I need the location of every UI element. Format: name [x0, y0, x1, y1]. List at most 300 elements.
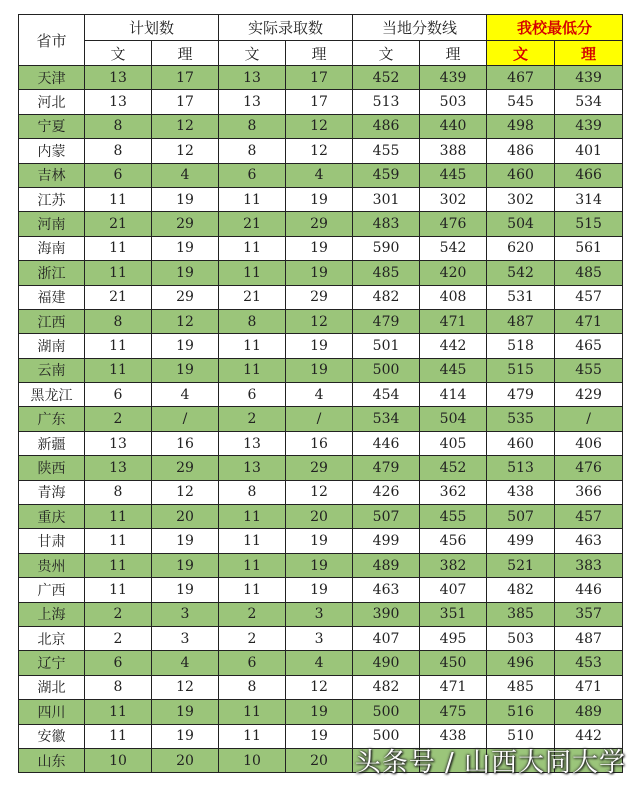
plan-li-cell: 17	[152, 90, 219, 114]
table-row	[19, 407, 623, 431]
admitted-li-cell: /	[286, 407, 353, 431]
province-cell: 北京	[19, 626, 85, 650]
our-min-wen-cell: 504	[487, 212, 555, 236]
admitted-wen-cell: 6	[219, 651, 286, 675]
header-province: 省市	[19, 15, 85, 66]
table-row	[19, 163, 623, 187]
admitted-li-cell: 20	[286, 748, 353, 772]
admitted-wen-cell: 8	[219, 675, 286, 699]
admitted-wen-cell: 13	[219, 431, 286, 455]
local-line-li-cell: 362	[420, 480, 487, 504]
subheader-wen: 文	[487, 41, 555, 66]
province-cell: 贵州	[19, 553, 85, 577]
local-line-wen-cell: 301	[353, 187, 420, 211]
table-row	[19, 480, 623, 504]
subheader-li: 理	[555, 41, 623, 66]
admitted-wen-cell: 11	[219, 724, 286, 748]
our-min-wen-cell: 620	[487, 236, 555, 260]
table-row	[19, 675, 623, 699]
table-row	[19, 553, 623, 577]
local-line-li-cell: 438	[420, 724, 487, 748]
our-min-wen-cell: 499	[487, 529, 555, 553]
province-cell: 宁夏	[19, 114, 85, 138]
local-line-wen-cell: 482	[353, 285, 420, 309]
admitted-wen-cell: 8	[219, 480, 286, 504]
local-line-wen-cell: 463	[353, 578, 420, 602]
admission-scores-table	[18, 14, 623, 773]
admitted-li-cell: 4	[286, 163, 353, 187]
admitted-wen-cell: 11	[219, 505, 286, 529]
local-line-li-cell: 440	[420, 114, 487, 138]
our-min-li-cell: 534	[555, 90, 623, 114]
local-line-li-cell: 504	[420, 407, 487, 431]
our-min-wen-cell: 385	[487, 602, 555, 626]
local-line-wen-cell: 500	[353, 700, 420, 724]
table-row	[19, 431, 623, 455]
province-cell: 青海	[19, 480, 85, 504]
our-min-li-cell: 463	[555, 529, 623, 553]
plan-wen-cell: 13	[85, 66, 152, 90]
province-cell: 新疆	[19, 431, 85, 455]
admitted-li-cell: 12	[286, 309, 353, 333]
admitted-wen-cell: 11	[219, 700, 286, 724]
admitted-wen-cell: 6	[219, 383, 286, 407]
province-cell: 内蒙	[19, 139, 85, 163]
table-row	[19, 187, 623, 211]
local-line-wen-cell: 534	[353, 407, 420, 431]
province-cell: 吉林	[19, 163, 85, 187]
our-min-wen-cell: 485	[487, 675, 555, 699]
plan-wen-cell: 11	[85, 358, 152, 382]
local-line-wen-cell: 501	[353, 334, 420, 358]
province-cell: 河南	[19, 212, 85, 236]
our-min-wen-cell: 542	[487, 261, 555, 285]
admitted-wen-cell: 11	[219, 358, 286, 382]
table-row	[19, 383, 623, 407]
plan-wen-cell: 21	[85, 212, 152, 236]
local-line-li-cell: 495	[420, 626, 487, 650]
province-cell: 陕西	[19, 456, 85, 480]
province-cell: 湖南	[19, 334, 85, 358]
subheader-wen: 文	[353, 41, 420, 66]
province-cell: 四川	[19, 700, 85, 724]
local-line-li-cell: 445	[420, 163, 487, 187]
plan-li-cell: 19	[152, 358, 219, 382]
plan-li-cell: 19	[152, 187, 219, 211]
admitted-li-cell: 3	[286, 626, 353, 650]
province-cell: 浙江	[19, 261, 85, 285]
plan-wen-cell: 8	[85, 309, 152, 333]
our-min-li-cell: 457	[555, 285, 623, 309]
plan-li-cell: 12	[152, 114, 219, 138]
admitted-wen-cell: 11	[219, 236, 286, 260]
our-min-li-cell: 383	[555, 553, 623, 577]
our-min-li-cell: 457	[555, 505, 623, 529]
local-line-li-cell: 456	[420, 529, 487, 553]
table-row	[19, 505, 623, 529]
our-min-wen-cell: 479	[487, 383, 555, 407]
admitted-li-cell: 4	[286, 383, 353, 407]
our-min-wen-cell: 513	[487, 456, 555, 480]
our-min-li-cell: 465	[555, 334, 623, 358]
local-line-li-cell: 471	[420, 309, 487, 333]
our-min-wen-cell: 496	[487, 651, 555, 675]
watermark: 头条号 / 山西大同大学	[354, 748, 626, 778]
local-line-wen-cell: 390	[353, 602, 420, 626]
our-min-wen-cell: 545	[487, 90, 555, 114]
local-line-wen-cell: 490	[353, 651, 420, 675]
our-min-wen-cell: 510	[487, 724, 555, 748]
table-row	[19, 651, 623, 675]
plan-wen-cell: 11	[85, 236, 152, 260]
local-line-wen-cell: 507	[353, 505, 420, 529]
admitted-wen-cell: 13	[219, 90, 286, 114]
local-line-wen-cell: 426	[353, 480, 420, 504]
subheader-li: 理	[286, 41, 353, 66]
local-line-wen-cell: 500	[353, 724, 420, 748]
plan-wen-cell: 21	[85, 285, 152, 309]
our-min-li-cell: 561	[555, 236, 623, 260]
local-line-li-cell: 414	[420, 383, 487, 407]
plan-wen-cell: 8	[85, 675, 152, 699]
table-row	[19, 261, 623, 285]
plan-wen-cell: 11	[85, 187, 152, 211]
admitted-li-cell: 17	[286, 66, 353, 90]
subheader-li: 理	[420, 41, 487, 66]
our-min-wen-cell: 531	[487, 285, 555, 309]
our-min-li-cell: 466	[555, 163, 623, 187]
local-line-wen-cell: 479	[353, 309, 420, 333]
table-row	[19, 626, 623, 650]
admitted-wen-cell: 11	[219, 529, 286, 553]
our-min-li-cell: 453	[555, 651, 623, 675]
our-min-li-cell: 357	[555, 602, 623, 626]
plan-wen-cell: 6	[85, 383, 152, 407]
our-min-li-cell: 401	[555, 139, 623, 163]
admitted-wen-cell: 21	[219, 212, 286, 236]
our-min-wen-cell: 503	[487, 626, 555, 650]
admitted-li-cell: 19	[286, 724, 353, 748]
plan-wen-cell: 2	[85, 626, 152, 650]
admitted-wen-cell: 8	[219, 114, 286, 138]
local-line-li-cell: 445	[420, 358, 487, 382]
our-min-li-cell: 455	[555, 358, 623, 382]
local-line-wen-cell: 489	[353, 553, 420, 577]
plan-li-cell: /	[152, 407, 219, 431]
admitted-wen-cell: 11	[219, 578, 286, 602]
our-min-wen-cell: 487	[487, 309, 555, 333]
table-header	[19, 15, 623, 66]
admitted-li-cell: 12	[286, 114, 353, 138]
plan-wen-cell: 8	[85, 139, 152, 163]
admitted-wen-cell: 11	[219, 187, 286, 211]
admitted-li-cell: 19	[286, 553, 353, 577]
plan-li-cell: 12	[152, 309, 219, 333]
table-row	[19, 529, 623, 553]
plan-li-cell: 19	[152, 724, 219, 748]
local-line-wen-cell: 500	[353, 358, 420, 382]
local-line-wen-cell: 483	[353, 212, 420, 236]
plan-li-cell: 4	[152, 383, 219, 407]
plan-li-cell: 12	[152, 480, 219, 504]
our-min-li-cell: 439	[555, 66, 623, 90]
admitted-li-cell: 4	[286, 651, 353, 675]
plan-wen-cell: 11	[85, 334, 152, 358]
our-min-li-cell: 487	[555, 626, 623, 650]
province-cell: 云南	[19, 358, 85, 382]
our-min-li-cell: 515	[555, 212, 623, 236]
our-min-wen-cell: 516	[487, 700, 555, 724]
our-min-li-cell: /	[555, 407, 623, 431]
province-cell: 福建	[19, 285, 85, 309]
admitted-li-cell: 29	[286, 285, 353, 309]
plan-wen-cell: 13	[85, 431, 152, 455]
plan-li-cell: 19	[152, 578, 219, 602]
local-line-wen-cell: 479	[353, 456, 420, 480]
table-row	[19, 578, 623, 602]
plan-wen-cell: 11	[85, 261, 152, 285]
local-line-wen-cell: 513	[353, 90, 420, 114]
admitted-li-cell: 17	[286, 90, 353, 114]
local-line-wen-cell: 485	[353, 261, 420, 285]
admitted-li-cell: 12	[286, 480, 353, 504]
our-min-li-cell: 314	[555, 187, 623, 211]
table-row	[19, 309, 623, 333]
province-cell: 海南	[19, 236, 85, 260]
plan-wen-cell: 6	[85, 651, 152, 675]
plan-li-cell: 19	[152, 236, 219, 260]
our-min-li-cell: 489	[555, 700, 623, 724]
plan-li-cell: 3	[152, 626, 219, 650]
local-line-wen-cell: 590	[353, 236, 420, 260]
local-line-li-cell: 407	[420, 578, 487, 602]
table-row	[19, 285, 623, 309]
admitted-li-cell: 19	[286, 700, 353, 724]
plan-wen-cell: 8	[85, 114, 152, 138]
admitted-wen-cell: 6	[219, 163, 286, 187]
our-min-wen-cell: 467	[487, 66, 555, 90]
table-row	[19, 66, 623, 90]
local-line-li-cell: 455	[420, 505, 487, 529]
local-line-wen-cell: 455	[353, 139, 420, 163]
plan-wen-cell: 11	[85, 700, 152, 724]
local-line-wen-cell: 486	[353, 114, 420, 138]
local-line-li-cell: 382	[420, 553, 487, 577]
table-row	[19, 358, 623, 382]
province-cell: 江苏	[19, 187, 85, 211]
admitted-wen-cell: 13	[219, 66, 286, 90]
plan-li-cell: 4	[152, 651, 219, 675]
local-line-li-cell: 476	[420, 212, 487, 236]
admitted-li-cell: 19	[286, 236, 353, 260]
admitted-wen-cell: 11	[219, 553, 286, 577]
local-line-wen-cell: 446	[353, 431, 420, 455]
province-cell: 广西	[19, 578, 85, 602]
admitted-li-cell: 19	[286, 358, 353, 382]
admitted-wen-cell: 8	[219, 139, 286, 163]
our-min-wen-cell: 482	[487, 578, 555, 602]
table-row	[19, 334, 623, 358]
local-line-wen-cell: 452	[353, 66, 420, 90]
province-cell: 湖北	[19, 675, 85, 699]
local-line-li-cell: 475	[420, 700, 487, 724]
table-row	[19, 90, 623, 114]
province-cell: 重庆	[19, 505, 85, 529]
subheader-wen: 文	[219, 41, 286, 66]
local-line-li-cell: 302	[420, 187, 487, 211]
local-line-wen-cell: 499	[353, 529, 420, 553]
plan-li-cell: 19	[152, 334, 219, 358]
local-line-li-cell: 388	[420, 139, 487, 163]
plan-wen-cell: 10	[85, 748, 152, 772]
plan-wen-cell: 11	[85, 505, 152, 529]
plan-wen-cell: 8	[85, 480, 152, 504]
our-min-wen-cell: 521	[487, 553, 555, 577]
admitted-wen-cell: 10	[219, 748, 286, 772]
local-line-li-cell: 442	[420, 334, 487, 358]
our-min-wen-cell: 486	[487, 139, 555, 163]
admitted-wen-cell: 13	[219, 456, 286, 480]
plan-li-cell: 19	[152, 261, 219, 285]
plan-li-cell: 4	[152, 163, 219, 187]
header-our-min-score: 我校最低分	[487, 15, 623, 41]
admitted-wen-cell: 11	[219, 261, 286, 285]
our-min-li-cell: 446	[555, 578, 623, 602]
subheader-li: 理	[152, 41, 219, 66]
table-row	[19, 456, 623, 480]
our-min-li-cell: 471	[555, 309, 623, 333]
our-min-wen-cell: 460	[487, 431, 555, 455]
admitted-li-cell: 19	[286, 578, 353, 602]
plan-li-cell: 29	[152, 212, 219, 236]
province-cell: 辽宁	[19, 651, 85, 675]
our-min-wen-cell: 507	[487, 505, 555, 529]
plan-wen-cell: 13	[85, 90, 152, 114]
local-line-li-cell: 471	[420, 675, 487, 699]
local-line-li-cell: 503	[420, 90, 487, 114]
our-min-wen-cell: 302	[487, 187, 555, 211]
local-line-li-cell: 420	[420, 261, 487, 285]
subheader-wen: 文	[85, 41, 152, 66]
admitted-li-cell: 29	[286, 212, 353, 236]
province-cell: 安徽	[19, 724, 85, 748]
our-min-li-cell: 485	[555, 261, 623, 285]
province-cell: 江西	[19, 309, 85, 333]
plan-wen-cell: 2	[85, 602, 152, 626]
our-min-li-cell: 471	[555, 675, 623, 699]
plan-li-cell: 20	[152, 505, 219, 529]
header-plan: 计划数	[85, 15, 219, 41]
table-row	[19, 602, 623, 626]
province-cell: 上海	[19, 602, 85, 626]
table-row	[19, 236, 623, 260]
our-min-wen-cell: 515	[487, 358, 555, 382]
plan-li-cell: 17	[152, 66, 219, 90]
local-line-li-cell: 408	[420, 285, 487, 309]
plan-li-cell: 19	[152, 553, 219, 577]
plan-li-cell: 19	[152, 529, 219, 553]
admitted-li-cell: 16	[286, 431, 353, 455]
local-line-wen-cell: 482	[353, 675, 420, 699]
our-min-wen-cell: 460	[487, 163, 555, 187]
table-row	[19, 700, 623, 724]
local-line-li-cell: 542	[420, 236, 487, 260]
plan-li-cell: 29	[152, 285, 219, 309]
admitted-li-cell: 20	[286, 505, 353, 529]
admitted-wen-cell: 21	[219, 285, 286, 309]
local-line-li-cell: 405	[420, 431, 487, 455]
table-row	[19, 114, 623, 138]
local-line-li-cell: 439	[420, 66, 487, 90]
local-line-wen-cell: 459	[353, 163, 420, 187]
our-min-li-cell: 439	[555, 114, 623, 138]
our-min-wen-cell: 518	[487, 334, 555, 358]
admitted-li-cell: 29	[286, 456, 353, 480]
our-min-wen-cell: 438	[487, 480, 555, 504]
province-cell: 山东	[19, 748, 85, 772]
plan-li-cell: 16	[152, 431, 219, 455]
admitted-li-cell: 19	[286, 261, 353, 285]
our-min-li-cell: 366	[555, 480, 623, 504]
province-cell: 甘肃	[19, 529, 85, 553]
local-line-li-cell: 351	[420, 602, 487, 626]
our-min-li-cell: 476	[555, 456, 623, 480]
plan-wen-cell: 11	[85, 724, 152, 748]
province-cell: 天津	[19, 66, 85, 90]
local-line-wen-cell: 454	[353, 383, 420, 407]
admitted-li-cell: 12	[286, 675, 353, 699]
admitted-li-cell: 19	[286, 334, 353, 358]
admitted-wen-cell: 2	[219, 626, 286, 650]
admitted-li-cell: 19	[286, 187, 353, 211]
local-line-wen-cell: 407	[353, 626, 420, 650]
admitted-li-cell: 12	[286, 139, 353, 163]
our-min-li-cell: 406	[555, 431, 623, 455]
admitted-wen-cell: 2	[219, 407, 286, 431]
header-local-line: 当地分数线	[353, 15, 487, 41]
plan-wen-cell: 2	[85, 407, 152, 431]
plan-li-cell: 12	[152, 675, 219, 699]
plan-wen-cell: 13	[85, 456, 152, 480]
admitted-wen-cell: 11	[219, 334, 286, 358]
province-cell: 广东	[19, 407, 85, 431]
table-body	[19, 66, 623, 773]
our-min-li-cell: 442	[555, 724, 623, 748]
plan-wen-cell: 11	[85, 578, 152, 602]
admitted-li-cell: 3	[286, 602, 353, 626]
plan-li-cell: 3	[152, 602, 219, 626]
province-cell: 黑龙江	[19, 383, 85, 407]
plan-li-cell: 12	[152, 139, 219, 163]
plan-li-cell: 29	[152, 456, 219, 480]
province-cell: 河北	[19, 90, 85, 114]
plan-wen-cell: 11	[85, 529, 152, 553]
our-min-wen-cell: 498	[487, 114, 555, 138]
header-admitted: 实际录取数	[219, 15, 353, 41]
our-min-li-cell: 429	[555, 383, 623, 407]
plan-li-cell: 20	[152, 748, 219, 772]
admitted-wen-cell: 2	[219, 602, 286, 626]
admitted-wen-cell: 8	[219, 309, 286, 333]
table-row	[19, 212, 623, 236]
our-min-wen-cell: 535	[487, 407, 555, 431]
admitted-li-cell: 19	[286, 529, 353, 553]
table-row	[19, 139, 623, 163]
plan-wen-cell: 6	[85, 163, 152, 187]
local-line-li-cell: 450	[420, 651, 487, 675]
local-line-li-cell: 452	[420, 456, 487, 480]
plan-wen-cell: 11	[85, 553, 152, 577]
